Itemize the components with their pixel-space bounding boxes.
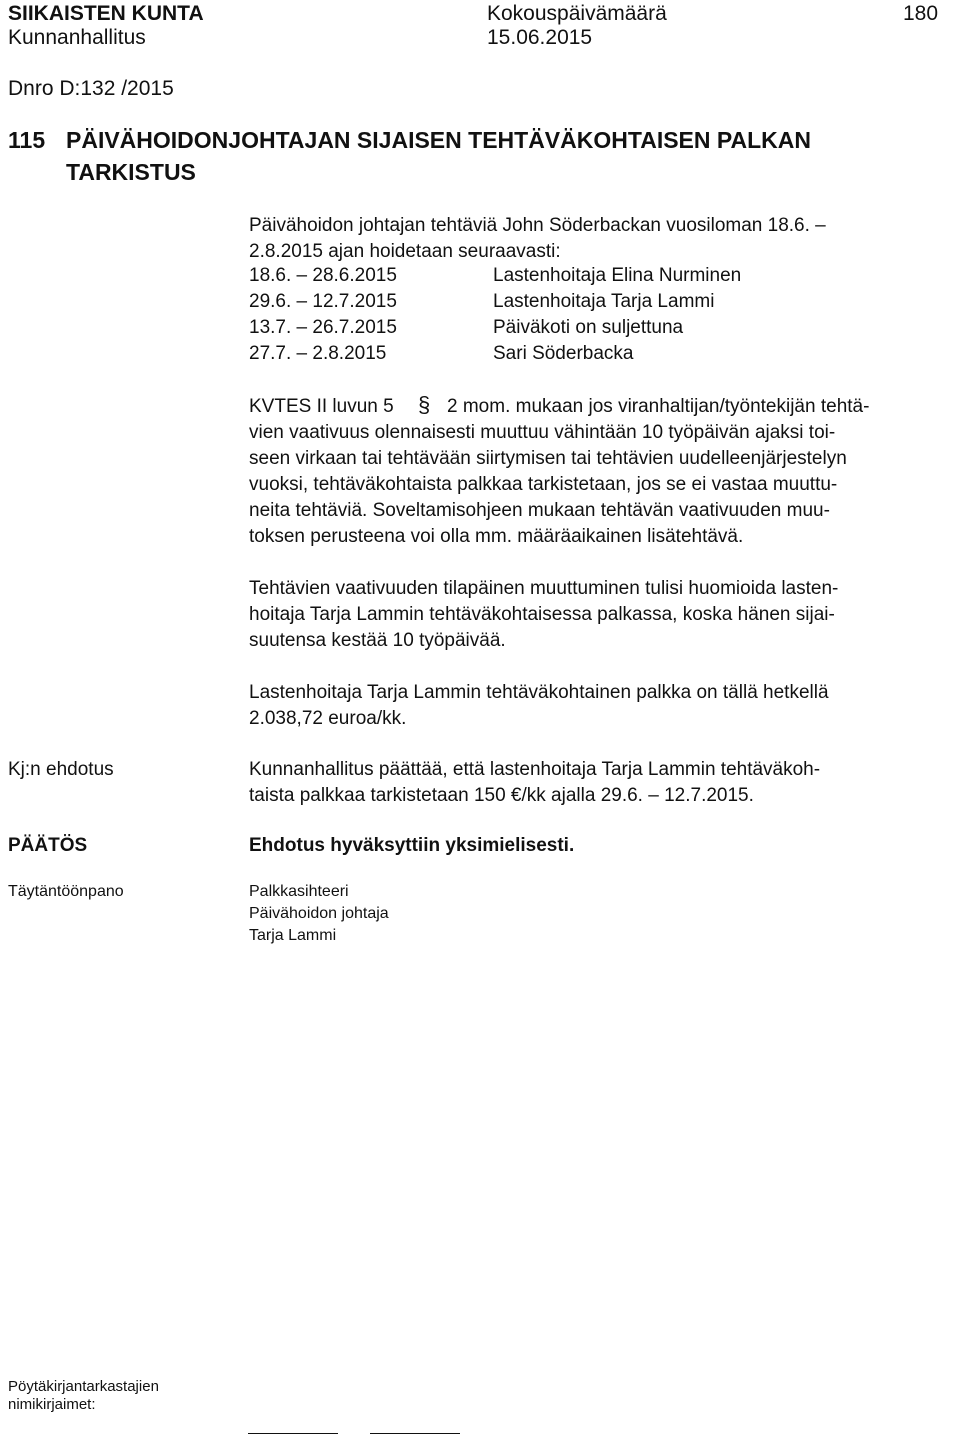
proposal-line: taista palkkaa tarkistetaan 150 €/kk ajalla 29.6. – 12.7.2015.: [249, 785, 754, 806]
signature-line: [370, 1433, 460, 1434]
footer-label: Pöytäkirjantarkastajien: [8, 1378, 159, 1395]
execution-recipient: Tarja Lammi: [249, 927, 337, 944]
decision-text: Ehdotus hyväksyttiin yksimielisesti.: [249, 835, 575, 856]
record-number: Dnro D:132 /2015: [8, 77, 174, 100]
schedule-period: 29.6. – 12.7.2015: [249, 291, 397, 312]
body-name: Kunnanhallitus: [8, 26, 146, 49]
execution-label: Täytäntöönpano: [8, 883, 124, 900]
paragraph-line: vuoksi, tehtäväkohtaista palkkaa tarkistetaan, jos se ei vastaa muuttu-: [249, 474, 838, 495]
intro-line: 2.8.2015 ajan hoidetaan seuraavasti:: [249, 241, 561, 262]
schedule-period: 13.7. – 26.7.2015: [249, 317, 397, 338]
footer-label: nimikirjaimet:: [8, 1396, 96, 1413]
section-title-line2: TARKISTUS: [66, 159, 196, 185]
paragraph-line: Tehtävien vaativuuden tilapäinen muuttuminen tulisi huomioida lasten-: [249, 578, 839, 599]
schedule-period: 27.7. – 2.8.2015: [249, 343, 387, 364]
paragraph-line: hoitaja Tarja Lammin tehtäväkohtaisessa palkassa, koska hänen sijai-: [249, 604, 835, 625]
intro-line: Päivähoidon johtajan tehtäviä John Söderbackan vuosiloman 18.6. –: [249, 215, 826, 236]
section-number: 115: [8, 127, 46, 153]
meeting-date-label: Kokouspäivämäärä: [487, 2, 667, 25]
execution-recipient: Palkkasihteeri: [249, 883, 349, 900]
section-sign: §: [418, 392, 431, 417]
paragraph-line: 2.038,72 euroa/kk.: [249, 708, 407, 729]
schedule-person: Päiväkoti on suljettuna: [493, 317, 684, 338]
organization-name: SIIKAISTEN KUNTA: [8, 2, 204, 25]
paragraph-line: Lastenhoitaja Tarja Lammin tehtäväkohtainen palkka on tällä hetkellä: [249, 682, 829, 703]
execution-recipient: Päivähoidon johtaja: [249, 905, 389, 922]
section-title-line1: PÄIVÄHOIDONJOHTAJAN SIJAISEN TEHTÄVÄKOHTAISEN PALKAN: [66, 127, 812, 153]
proposal-label: Kj:n ehdotus: [8, 759, 114, 780]
paragraph-line: seen virkaan tai tehtävään siirtymisen tai tehtävien uudelleenjärjestelyn: [249, 448, 847, 469]
decision-label: PÄÄTÖS: [8, 835, 88, 856]
proposal-line: Kunnanhallitus päättää, että lastenhoitaja Tarja Lammin tehtäväkoh-: [249, 759, 821, 780]
paragraph-line: neita tehtäviä. Soveltamisohjeen mukaan tehtävän vaativuuden muu-: [249, 500, 830, 521]
schedule-person: Sari Söderbacka: [493, 343, 634, 364]
paragraph-line: toksen perusteena voi olla mm. määräaikainen lisätehtävä.: [249, 526, 744, 547]
meeting-date: 15.06.2015: [487, 26, 593, 49]
schedule-person: Lastenhoitaja Tarja Lammi: [493, 291, 715, 312]
signature-line: [248, 1433, 338, 1434]
kvtes-reference: KVTES II luvun 5: [249, 396, 394, 417]
schedule-person: Lastenhoitaja Elina Nurminen: [493, 265, 742, 286]
page-number: 180: [903, 2, 939, 25]
paragraph-line: 2 mom. mukaan jos viranhaltijan/työntekijän tehtä-: [447, 396, 870, 417]
paragraph-line: vien vaativuus olennaisesti muuttuu vähintään 10 työpäivän ajaksi toi-: [249, 422, 836, 443]
schedule-period: 18.6. – 28.6.2015: [249, 265, 397, 286]
paragraph-line: suutensa kestää 10 työpäivää.: [249, 630, 506, 651]
